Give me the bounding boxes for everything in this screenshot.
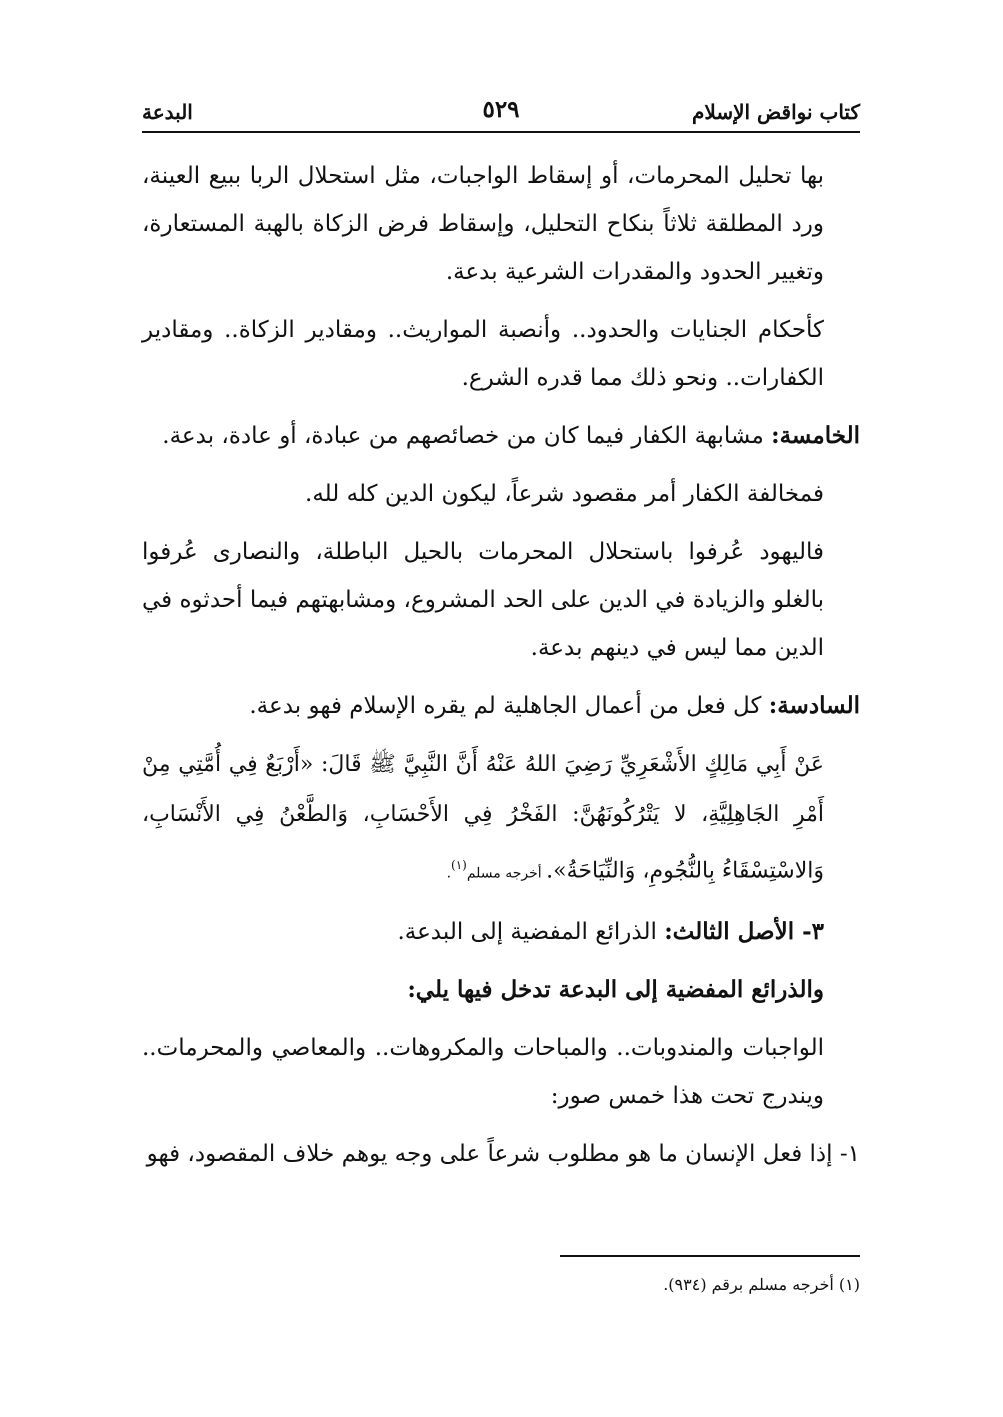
header-divider [142,131,860,133]
footnote: (١) أخرجه مسلم برقم (٩٣٤). [663,1275,860,1294]
paragraph-9: الواجبات والمندوبات.. والمباحات والمكروهات.. والمعاصي والمحرمات.. ويندرج تحت هذا خمس صور: [142,1035,824,1110]
hadith-quote [142,740,860,898]
book-title: كتاب نواقض الإسلام [692,100,860,124]
paragraph-5: فاليهود عُرفوا باستحلال المحرمات بالحيل الباطلة، والنصارى عُرفوا بالغلو والزيادة في الدين على الحد المشروع، ومشابهتهم فيما أحدثوه في الدين مما ليس في دينهم بدعة. [142,539,824,661]
paragraph-fifth [142,412,860,460]
fifth-text: مشابهة الكفار فيما كان من خصائصهم من عبادة، أو عادة، بدعة. [162,423,772,449]
fifth-heading: الخامسة: [771,422,860,449]
paragraph-sixth [142,682,860,730]
sixth-heading: السادسة: [768,692,860,719]
hadith-reference: أخرجه مسلم [466,865,547,882]
page-header [142,92,860,132]
chapter-title: البدعة [142,100,193,124]
third-principle-text: الذرائع المفضية إلى البدعة. [397,919,665,946]
sixth-text: كل فعل من أعمال الجاهلية لم يقره الإسلام فهو بدعة. [249,693,769,719]
footnote-divider [560,1255,860,1257]
hadith-reference-end: . [446,865,452,882]
hadith-text: عَنْ أَبِي مَالِكٍ الأَشْعَرِيِّ رَضِيَ اللهُ عَنْهُ أَنَّ النَّبِيَّ ﷺ قَالَ: «أَرْبَعٌ فِي أُمَّتِي مِنْ أَمْرِ الجَاهِلِيَّةِ، لا يَتْرُكُونَهُنَّ: الفَخْرُ فِي الأَحْسَابِ، وَالطَّعْنُ فِي الأَنْسَابِ، وَالاسْتِسْقَاءُ بِالنُّجُومِ، وَالنِّيَاحَةُ». [142,752,824,884]
paragraph-1: بها تحليل المحرمات، أو إسقاط الواجبات، مثل استحلال الربا ببيع العينة، ورد المطلقة ثلاثاً بنكاح التحليل، وإسقاط فرض الزكاة بالهبة المستعارة، وتغيير الحدود والمقدرات الشرعية بدعة. [142,163,824,285]
paragraph-2: كأحكام الجنايات والحدود.. وأنصبة المواريث.. ومقادير الزكاة.. ومقادير الكفارات.. ونحو ذلك مما قدره الشرع. [142,317,824,391]
paragraph-4: فمخالفة الكفار أمر مقصود شرعاً، ليكون الدين كله لله. [305,481,824,507]
footnote-marker: (١) [451,858,467,872]
page-body [142,152,860,1188]
third-principle-heading: ٣- الأصل الثالث: [664,918,824,946]
page-number: ٥٢٩ [482,96,520,123]
paragraph-third-principle [142,908,860,956]
paragraph-8: والذرائع المفضية إلى البدعة تدخل فيها يلي: [407,976,824,1004]
paragraph-10: ١- إذا فعل الإنسان ما هو مطلوب شرعاً على وجه يوهم خلاف المقصود، فهو [146,1141,860,1168]
